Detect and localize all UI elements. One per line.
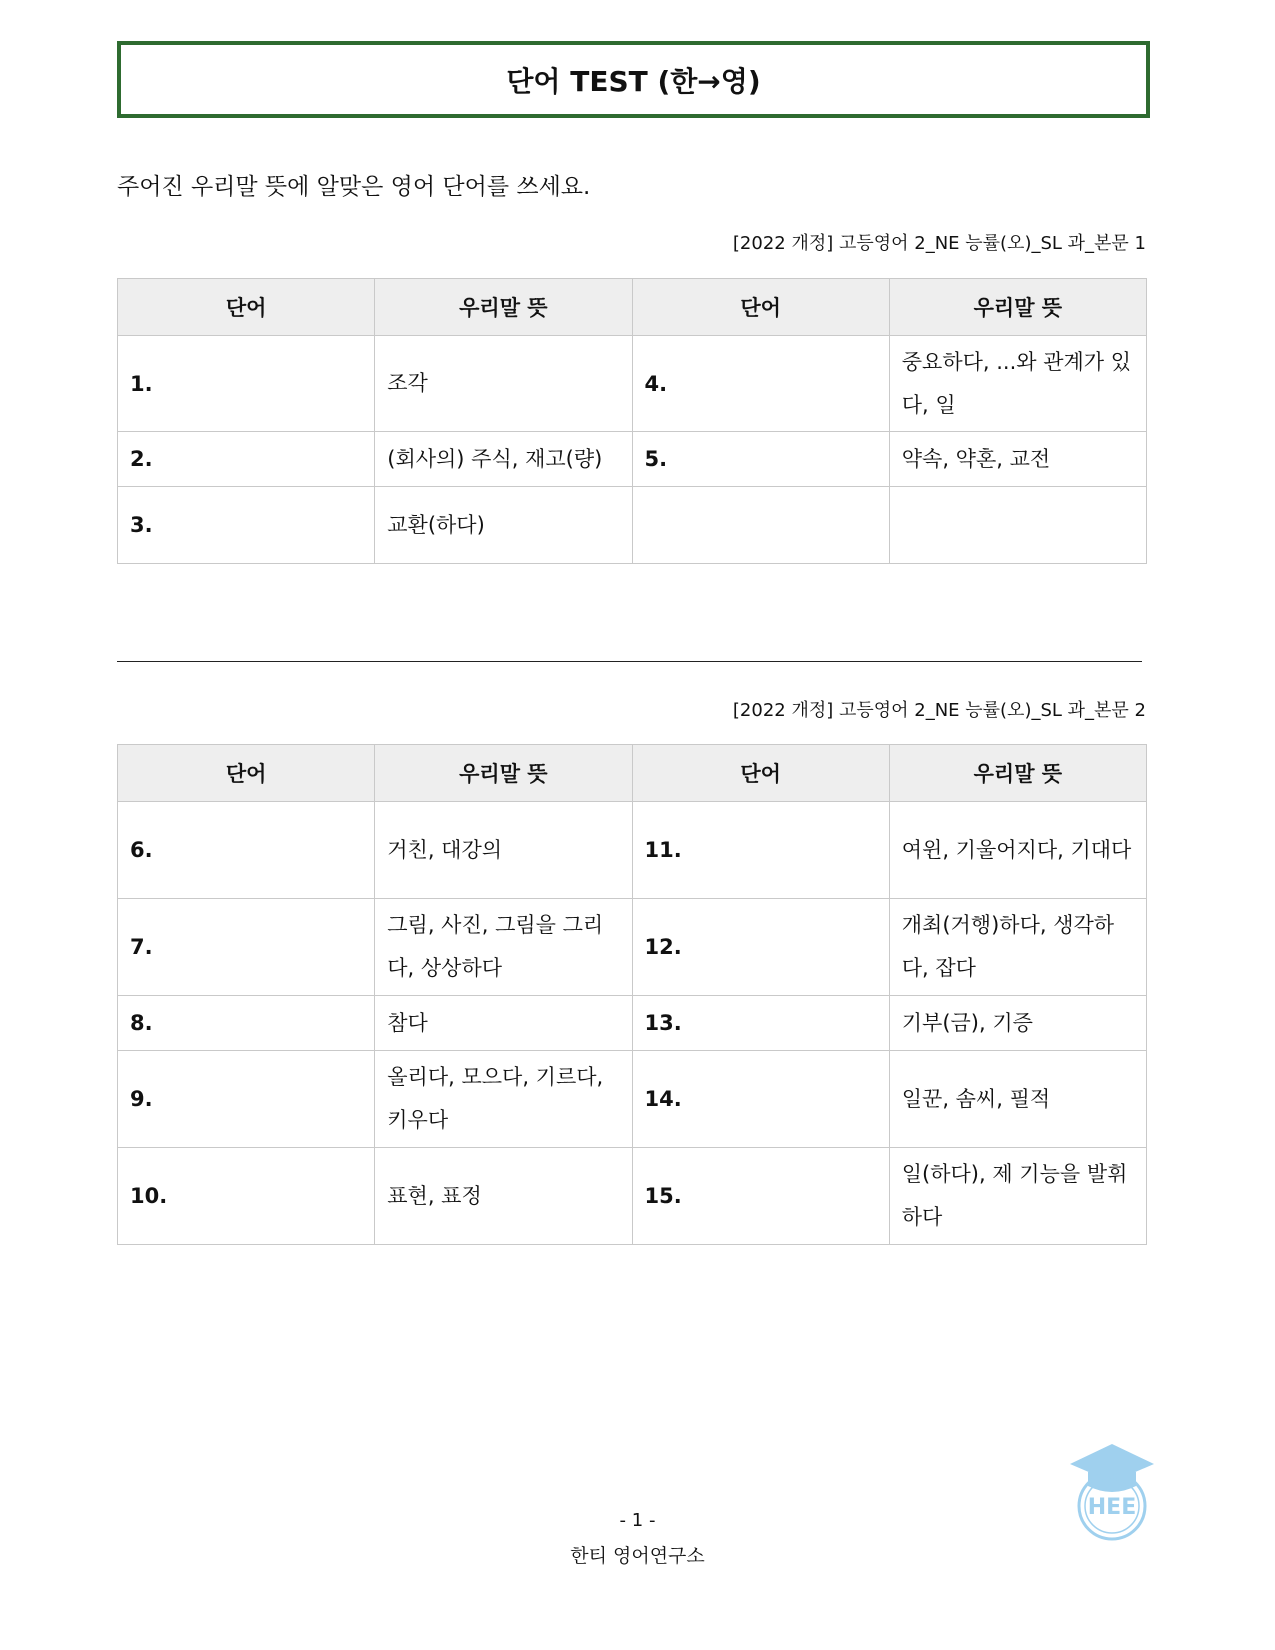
item-number: 2.: [118, 432, 375, 487]
section-divider: [117, 661, 1142, 662]
item-meaning: 참다: [375, 996, 632, 1051]
item-number: 6.: [118, 802, 375, 899]
header-word: 단어: [632, 279, 889, 336]
footer-organization: 한티 영어연구소: [570, 1545, 705, 1567]
item-number: 4.: [632, 336, 889, 432]
header-word: 단어: [118, 745, 375, 802]
item-meaning: 여윈, 기울어지다, 기대다: [889, 802, 1146, 899]
item-meaning: 올리다, 모으다, 기르다, 키우다: [375, 1051, 632, 1148]
svg-text:HEE: HEE: [1087, 1495, 1137, 1520]
item-number: 13.: [632, 996, 889, 1051]
table-row: [118, 802, 1147, 899]
table-row: [118, 899, 1147, 996]
item-number: 9.: [118, 1051, 375, 1148]
item-meaning: 교환(하다): [375, 487, 632, 564]
item-meaning: 그림, 사진, 그림을 그리다, 상상하다: [375, 899, 632, 996]
graduation-cap-logo-icon: [1068, 1442, 1156, 1542]
item-number: 8.: [118, 996, 375, 1051]
header-meaning: 우리말 뜻: [375, 279, 632, 336]
header-meaning: 우리말 뜻: [889, 745, 1146, 802]
item-meaning: 일(하다), 제 기능을 발휘하다: [889, 1148, 1146, 1245]
item-number: [632, 487, 889, 564]
item-number: 7.: [118, 899, 375, 996]
table-row: [118, 432, 1147, 487]
table-row: [118, 996, 1147, 1051]
table-row: [118, 336, 1147, 432]
item-number: 5.: [632, 432, 889, 487]
vocab-table-2: [117, 744, 1147, 1245]
header-meaning: 우리말 뜻: [375, 745, 632, 802]
item-meaning: 약속, 약혼, 교전: [889, 432, 1146, 487]
item-number: 14.: [632, 1051, 889, 1148]
item-meaning: 표현, 표정: [375, 1148, 632, 1245]
item-meaning: (회사의) 주식, 재고(량): [375, 432, 632, 487]
table-header-row: [118, 279, 1147, 336]
item-number: 12.: [632, 899, 889, 996]
table-row: [118, 487, 1147, 564]
item-meaning: 중요하다, ...와 관계가 있다, 일: [889, 336, 1146, 432]
table-header-row: [118, 745, 1147, 802]
header-word: 단어: [632, 745, 889, 802]
vocab-table-1: [117, 278, 1147, 564]
table-row: [118, 1051, 1147, 1148]
header-word: 단어: [118, 279, 375, 336]
item-meaning: 개최(거행)하다, 생각하다, 잡다: [889, 899, 1146, 996]
item-number: 1.: [118, 336, 375, 432]
source-label-1: [2022 개정] 고등영어 2_NE 능률(오)_SL 과_본문 1: [732, 233, 1146, 254]
item-meaning: 거친, 대강의: [375, 802, 632, 899]
item-number: 10.: [118, 1148, 375, 1245]
item-number: 15.: [632, 1148, 889, 1245]
header-meaning: 우리말 뜻: [889, 279, 1146, 336]
item-number: 11.: [632, 802, 889, 899]
instruction: 주어진 우리말 뜻에 알맞은 영어 단어를 쓰세요.: [117, 174, 591, 200]
item-number: 3.: [118, 487, 375, 564]
page-title: 단어 TEST (한→영): [506, 64, 761, 98]
item-meaning: 일꾼, 솜씨, 필적: [889, 1051, 1146, 1148]
item-meaning: [889, 487, 1146, 564]
title-box: [117, 41, 1150, 118]
page-number: - 1 -: [619, 1510, 656, 1531]
item-meaning: 조각: [375, 336, 632, 432]
table-row: [118, 1148, 1147, 1245]
item-meaning: 기부(금), 기증: [889, 996, 1146, 1051]
source-label-2: [2022 개정] 고등영어 2_NE 능률(오)_SL 과_본문 2: [732, 700, 1146, 721]
